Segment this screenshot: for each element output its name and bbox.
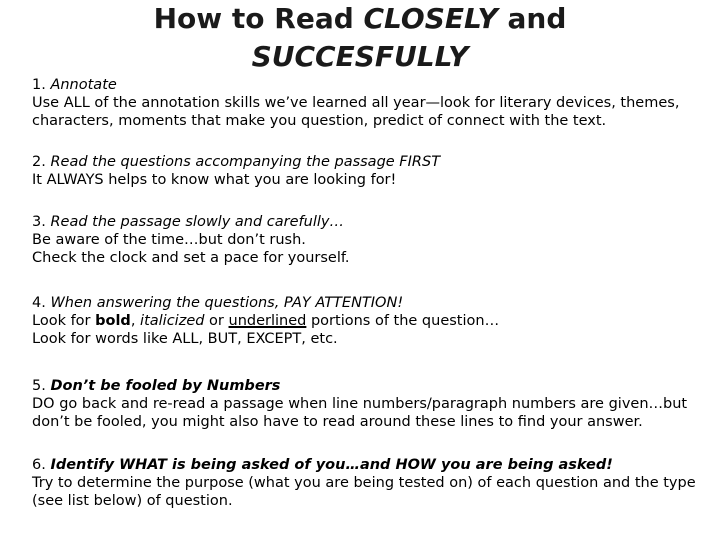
tip-4-text-1c: or [204,313,229,329]
tip-3-text-2: Check the clock and set a pace for yourself. [32,250,350,266]
tip-2 [32,153,702,189]
tip-4-text-1b: , [130,313,141,329]
tip-2-heading [32,153,702,171]
tip-3-text-1: Be aware of the time…but don’t rush. [32,232,306,248]
title-emphasis-closely: CLOSELY [363,2,498,35]
tip-4 [32,294,702,348]
tip-2-number: 2. [32,154,51,170]
bold-example: bold [95,313,131,329]
tip-5-text: DO go back and re-read a passage when line numbers/paragraph numbers are given…but don’t be fooled, you might also have to read around these lines to find your answer. [32,396,688,430]
tip-3-number: 3. [32,214,51,230]
tip-6-title: Identify WHAT is being asked of you…and HOW you are being asked! [50,457,613,473]
tip-1 [32,76,702,130]
tip-6-number: 6. [32,457,51,473]
tip-6 [32,456,702,510]
tip-4-text-1d: portions of the question… [306,313,500,329]
tip-1-number: 1. [32,77,51,93]
tip-4-text-1 [32,312,702,330]
underline-example: underlined [228,313,307,329]
tip-3-title: Read the passage slowly and carefully… [50,214,344,230]
page-title [110,0,610,76]
tip-5 [32,377,702,431]
tip-2-text: It ALWAYS helps to know what you are looking for! [32,172,397,188]
tip-3 [32,213,702,267]
italic-example: italicized [140,313,205,329]
tip-2-title: Read the questions accompanying the passage FIRST [50,154,441,170]
tip-4-heading [32,294,702,312]
tip-5-heading [32,377,702,395]
tip-1-text: Use ALL of the annotation skills we’ve learned all year—look for literary devices, themes, characters, moments that make you question, predict of connect with the text. [32,95,680,129]
tip-6-text: Try to determine the purpose (what you are being tested on) of each question and the type (see list below) of question. [32,475,696,509]
title-part-3: and [497,2,567,35]
tip-1-heading [32,76,702,94]
tip-3-heading [32,213,702,231]
tip-4-number: 4. [32,295,51,311]
tip-5-title: Don’t be fooled by Numbers [50,378,281,394]
tip-6-heading [32,456,702,474]
title-part-1: How to Read [153,2,364,35]
tip-4-title: When answering the questions, PAY ATTENTION! [50,295,404,311]
title-emphasis-successfully: SUCCESFULLY [251,40,469,73]
tip-1-title: Annotate [50,77,117,93]
tip-4-text-2: Look for words like ALL, BUT, EXCEPT, etc. [32,331,338,347]
tip-5-number: 5. [32,378,51,394]
tip-4-text-1a: Look for [32,313,96,329]
